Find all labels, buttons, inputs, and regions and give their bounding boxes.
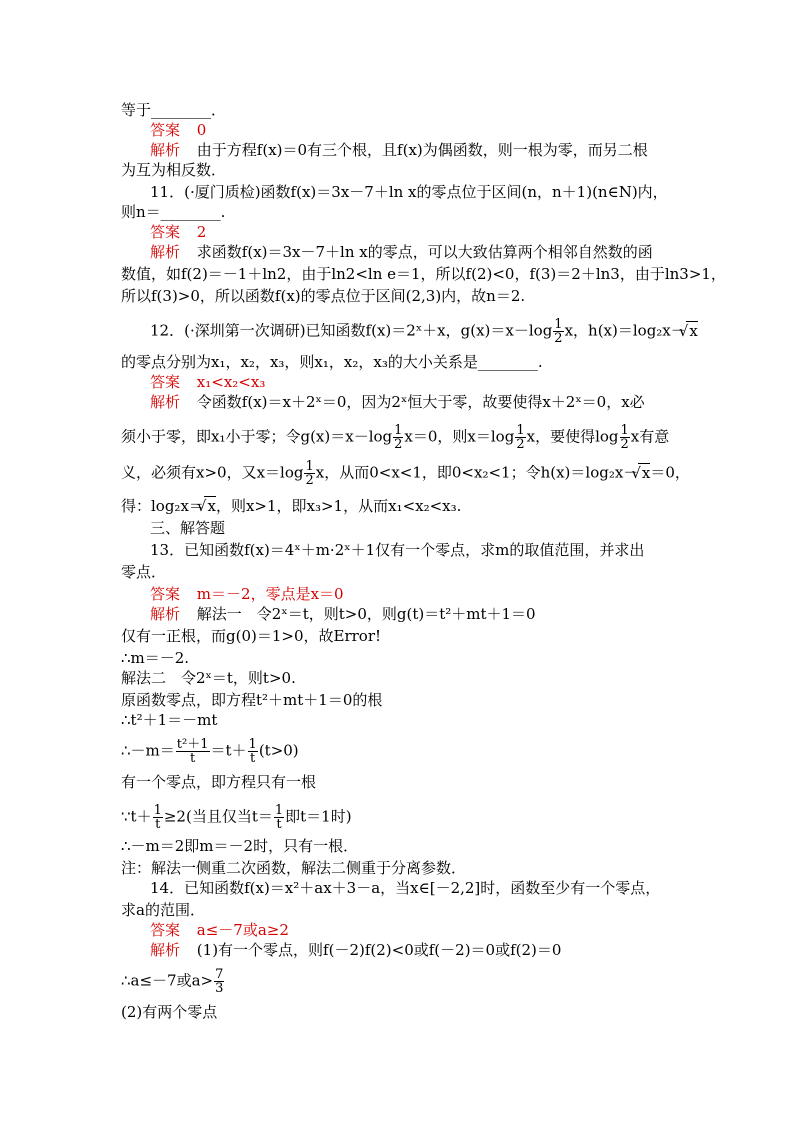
- fraction-seven-thirds: [214, 968, 224, 995]
- text-seg: ＝t＋: [210, 741, 247, 760]
- text-seg: ＝0，: [650, 463, 690, 482]
- fraction-denominator: t: [276, 817, 282, 832]
- analysis-label: 解析: [150, 243, 181, 261]
- text-seg: ∴a≤－7或a>: [121, 971, 214, 990]
- analysis-label: 解析: [150, 605, 181, 623]
- text-seg: ∴－m＝: [121, 741, 175, 760]
- text-line: ∴t²＋1＝－mt: [121, 711, 218, 729]
- fraction-one-half: [515, 424, 525, 451]
- fraction-denominator: t: [190, 751, 196, 766]
- analysis-line: [150, 242, 653, 262]
- text-line: 零点．: [121, 563, 167, 581]
- answer-value: 0: [196, 121, 207, 139]
- text-line: [121, 738, 299, 765]
- analysis-label: 解析: [150, 141, 181, 159]
- answer-line: [150, 222, 206, 242]
- text-line: ∴－m＝2即m＝－2时，只有一根．: [121, 837, 359, 855]
- analysis-text: 解法一 令2ˣ＝t，则t>0，则g(t)＝t²＋mt＋1＝0: [196, 605, 536, 623]
- fraction-denominator: 2: [554, 331, 563, 346]
- section-heading: 三、解答题: [150, 519, 226, 537]
- fraction-numerator: 1: [274, 803, 284, 818]
- answer-value: 2: [196, 223, 207, 241]
- fraction-numerator: 1: [554, 317, 563, 332]
- fraction-numerator: 1: [620, 423, 629, 438]
- text-line: (2)有两个零点: [121, 1003, 218, 1021]
- answer-line: [150, 372, 265, 392]
- text-line: 所以f(3)>0，所以函数f(x)的零点位于区间(2,3)内，故n＝2.: [121, 287, 526, 305]
- question-14: 14．已知函数f(x)＝x²＋ax＋3－a，当x∈[－2,2]时，函数至少有一个零点，: [150, 879, 661, 897]
- fraction-numerator: 1: [394, 423, 403, 438]
- text-line: 数值，如f(2)＝－1＋ln2，由于ln2<ln e＝1，所以f(2)<0，f(3)＝2＋ln3，由于ln3>1，: [121, 265, 726, 283]
- text-seg: x，要使得log: [526, 427, 619, 446]
- text-line: 求a的范围．: [121, 901, 205, 919]
- text-seg: ，则x>1，即x₃>1，从而x₁<x₂<x₃.: [215, 497, 462, 515]
- fraction-one-over-t: [153, 804, 163, 831]
- text-seg: (t>0): [258, 741, 299, 760]
- fraction-denominator: 2: [394, 437, 403, 452]
- text-line: [121, 804, 352, 831]
- text-seg: ∵t＋: [121, 807, 152, 826]
- answer-label: 答案: [150, 373, 181, 391]
- fraction-one-half: [393, 424, 403, 451]
- fraction-numerator: t²＋1: [176, 737, 209, 752]
- fraction-numerator: 1: [153, 803, 162, 818]
- text-line: [121, 968, 225, 995]
- fraction-one-over-t: [248, 738, 258, 765]
- answer-line: [150, 584, 344, 604]
- fraction-t2-plus-1-over-t: [176, 738, 210, 765]
- analysis-line: [150, 392, 645, 412]
- analysis-text: (1)有一个零点，则f(－2)f(2)<0或f(－2)＝0或f(2)＝0: [196, 941, 562, 959]
- answer-line: [150, 920, 289, 940]
- fraction-denominator: 2: [620, 437, 629, 452]
- answer-label: 答案: [150, 121, 181, 139]
- text-seg: x，从而0<x<1，即0<x₂<1；令h(x)＝log₂x－: [315, 463, 639, 482]
- answer-label: 答案: [150, 223, 181, 241]
- fraction-numerator: 1: [248, 737, 257, 752]
- text-seg: x＝0，则x＝log: [404, 427, 515, 446]
- text-seg: 义，必须有x>0，又x＝log: [121, 463, 304, 482]
- fraction-denominator: 2: [305, 473, 314, 488]
- fraction-numerator: 1: [305, 459, 314, 474]
- answer-line: [150, 120, 206, 140]
- question-12: [150, 318, 698, 345]
- answer-value: x₁<x₂<x₃: [196, 373, 266, 391]
- question-11: 11．(·厦门质检)函数f(x)＝3x－7＋ln x的零点位于区间(n，n＋1)(n∈N)内，: [150, 183, 668, 201]
- text-line: 的零点分别为x₁，x₂，x₃，则x₁，x₂，x₃的大小关系是________.: [121, 353, 543, 371]
- analysis-text: 求函数f(x)＝3x－7＋ln x的零点，可以大致估算两个相邻自然数的函: [196, 243, 653, 261]
- text-line: [121, 460, 690, 487]
- fraction-one-half: [553, 318, 563, 345]
- text-line: [121, 424, 669, 451]
- answer-value: m＝－2，零点是x＝0: [196, 585, 344, 603]
- text-line: 为互为相反数．: [121, 161, 227, 179]
- q12-text-b: x，h(x)＝log₂x－: [564, 321, 686, 340]
- text-line: 解法二 令2ˣ＝t，则t>0.: [121, 669, 296, 687]
- fraction-one-half: [304, 460, 314, 487]
- analysis-line: [150, 940, 561, 960]
- sqrt-x: √ x: [638, 463, 650, 482]
- text-line: 等于________．: [121, 101, 227, 119]
- fraction-numerator: 1: [516, 423, 525, 438]
- text-line: [121, 496, 461, 516]
- analysis-label: 解析: [150, 393, 181, 411]
- fraction-numerator: 7: [215, 967, 224, 982]
- answer-value: a≤－7或a≥2: [196, 921, 289, 939]
- analysis-line: [150, 140, 648, 160]
- analysis-line: [150, 604, 536, 624]
- answer-label: 答案: [150, 585, 181, 603]
- text-line: ∴m＝－2.: [121, 649, 190, 667]
- question-13: 13．已知函数f(x)＝4ˣ＋m·2ˣ＋1仅有一个零点，求m的取值范围，并求出: [150, 541, 645, 559]
- text-line: 注：解法一侧重二次函数，解法二侧重于分离参数．: [121, 859, 467, 877]
- sqrt-x: √ x: [204, 496, 216, 515]
- fraction-one-half: [620, 424, 630, 451]
- fraction-one-over-t: [274, 804, 284, 831]
- sqrt-x: √ x: [686, 321, 698, 340]
- fraction-denominator: 3: [215, 981, 224, 996]
- text-line: 原函数零点，即方程t²＋mt＋1＝0的根: [121, 691, 383, 709]
- text-seg: 须小于零，即x₁小于零；令g(x)＝x－log: [121, 427, 393, 446]
- analysis-text: 令函数f(x)＝x＋2ˣ＝0，因为2ˣ恒大于零，故要使得x＋2ˣ＝0，x必: [196, 393, 645, 411]
- fraction-denominator: t: [250, 751, 256, 766]
- text-seg: 得：log₂x＝: [121, 497, 204, 515]
- analysis-text: 由于方程f(x)＝0有三个根，且f(x)为偶函数，则一根为零，而另二根: [196, 141, 648, 159]
- fraction-denominator: t: [155, 817, 161, 832]
- text-seg: 即t＝1时): [285, 807, 352, 826]
- text-seg: ≥2(当且仅当t＝: [163, 807, 273, 826]
- analysis-label: 解析: [150, 941, 181, 959]
- q12-text-a: 12．(·深圳第一次调研)已知函数f(x)＝2ˣ＋x，g(x)＝x－log: [150, 321, 553, 340]
- text-line: 仅有一正根，而g(0)＝1>0，故Error!: [121, 627, 382, 645]
- text-seg: x有意: [630, 427, 670, 446]
- text-line: 有一个零点，即方程只有一根: [121, 773, 317, 791]
- text-line: 则n＝________.: [121, 203, 226, 221]
- answer-label: 答案: [150, 921, 181, 939]
- fraction-denominator: 2: [516, 437, 525, 452]
